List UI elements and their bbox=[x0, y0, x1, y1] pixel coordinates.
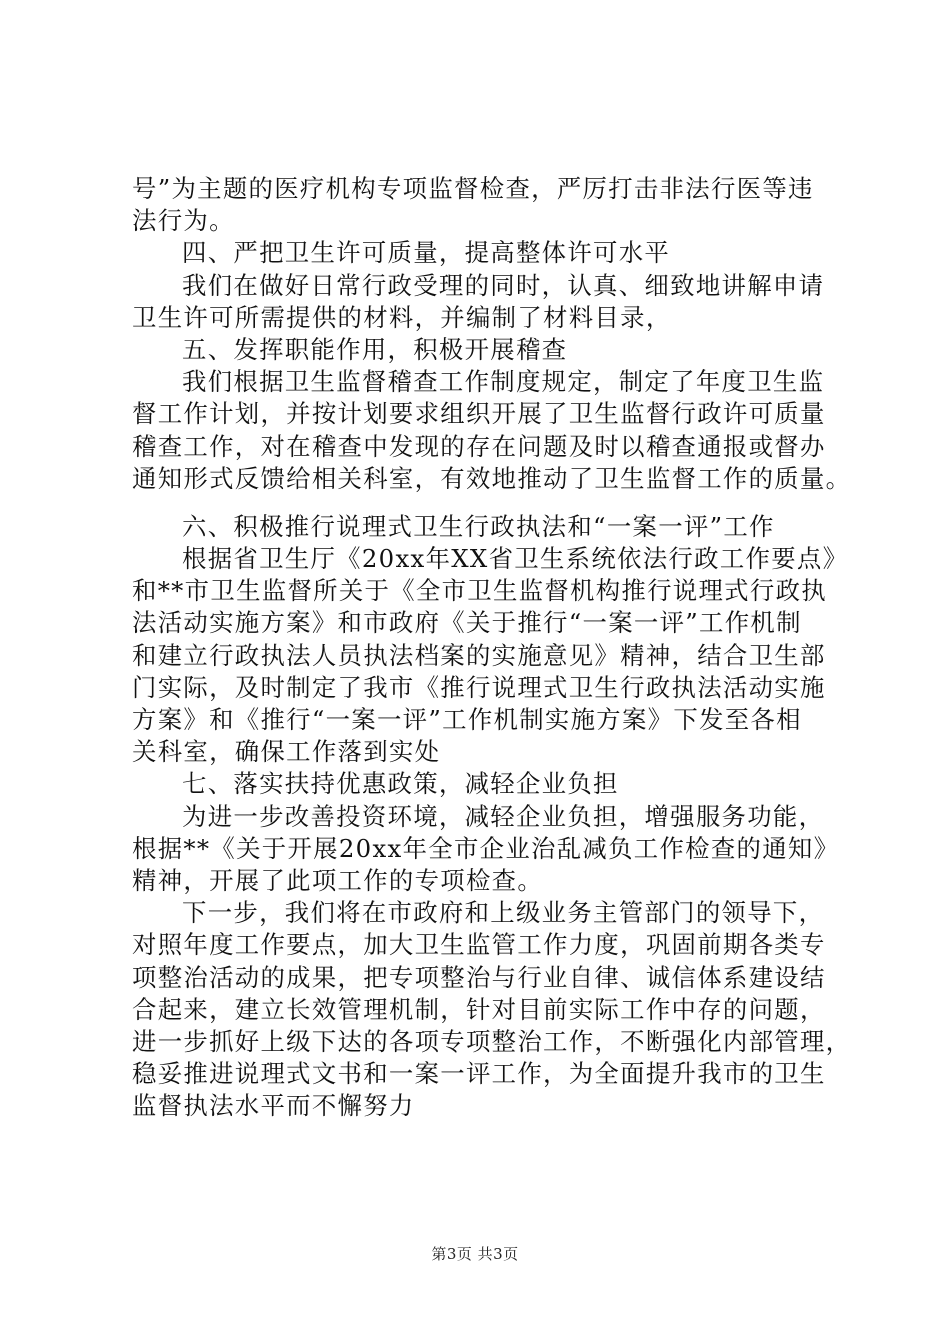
text-line: 稳妥推进说理式文书和一案一评工作，为全面提升我市的卫生 bbox=[132, 1059, 826, 1089]
document-body bbox=[132, 173, 852, 1122]
section-heading: 六、积极推行说理式卫生行政执法和“一案一评”工作 bbox=[182, 511, 775, 541]
text-line: 我们根据卫生监督稽查工作制度规定，制定了年度卫生监 bbox=[182, 367, 825, 397]
text-line: 法行为。 bbox=[132, 206, 235, 236]
text-line: 进一步抓好上级下达的各项专项整治工作，不断强化内部管理， bbox=[132, 1026, 852, 1056]
page-number-footer: 第3页 共3页 bbox=[431, 1245, 519, 1263]
text-line: 下一步，我们将在市政府和上级业务主管部门的领导下， bbox=[182, 898, 825, 928]
text-line: 和建立行政执法人员执法档案的实施意见》精神，结合卫生部 bbox=[132, 640, 826, 670]
text-line: 监督执法水平而不懈努力 bbox=[132, 1091, 415, 1121]
section-heading: 五、发挥职能作用，积极开展稽查 bbox=[182, 334, 568, 364]
paragraph-gap bbox=[132, 495, 840, 511]
text-line: 为进一步改善投资环境，减轻企业负担，增强服务功能， bbox=[182, 801, 825, 831]
text-line: 合起来，建立长效管理机制，针对目前实际工作中存的问题， bbox=[132, 994, 826, 1024]
text-line: 关科室，确保工作落到实处 bbox=[132, 737, 441, 767]
text-line: 门实际，及时制定了我市《推行说理式卫生行政执法活动实施 bbox=[132, 672, 826, 702]
text-line: 方案》和《推行“一案一评”工作机制实施方案》下发至各相 bbox=[132, 705, 802, 734]
text-line: 根据省卫生厅《20xx年XX省卫生系统依法行政工作要点》 bbox=[182, 544, 849, 574]
text-line: 号”为主题的医疗机构专项监督检查，严厉打击非法行医等违 bbox=[132, 174, 814, 203]
text-line: 对照年度工作要点，加大卫生监管工作力度，巩固前期各类专 bbox=[132, 930, 826, 960]
text-line: 通知形式反馈给相关科室，有效地推动了卫生监督工作的质量。 bbox=[132, 463, 852, 493]
text-line: 项整治活动的成果，把专项整治与行业自律、诚信体系建设结 bbox=[132, 962, 826, 992]
text-line: 稽查工作，对在稽查中发现的存在问题及时以稽查通报或督办 bbox=[132, 431, 826, 461]
text-line: 督工作计划，并按计划要求组织开展了卫生监督行政许可质量 bbox=[132, 399, 826, 429]
text-line: 和**市卫生监督所关于《全市卫生监督机构推行说理式行政执 bbox=[132, 576, 827, 606]
text-line: 卫生许可所需提供的材料，并编制了材料目录， bbox=[132, 302, 672, 332]
text-line: 我们在做好日常行政受理的同时，认真、细致地讲解申请 bbox=[182, 270, 825, 300]
text-line: 法活动实施方案》和市政府《关于推行“一案一评”工作机制 bbox=[132, 608, 802, 638]
section-heading: 四、严把卫生许可质量，提高整体许可水平 bbox=[182, 238, 671, 268]
text-line: 根据**《关于开展20xx年全市企业治乱减负工作检查的通知》 bbox=[132, 833, 840, 863]
text-line: 精神，开展了此项工作的专项检查。 bbox=[132, 865, 544, 895]
section-heading: 七、落实扶持优惠政策，减轻企业负担 bbox=[182, 769, 619, 799]
